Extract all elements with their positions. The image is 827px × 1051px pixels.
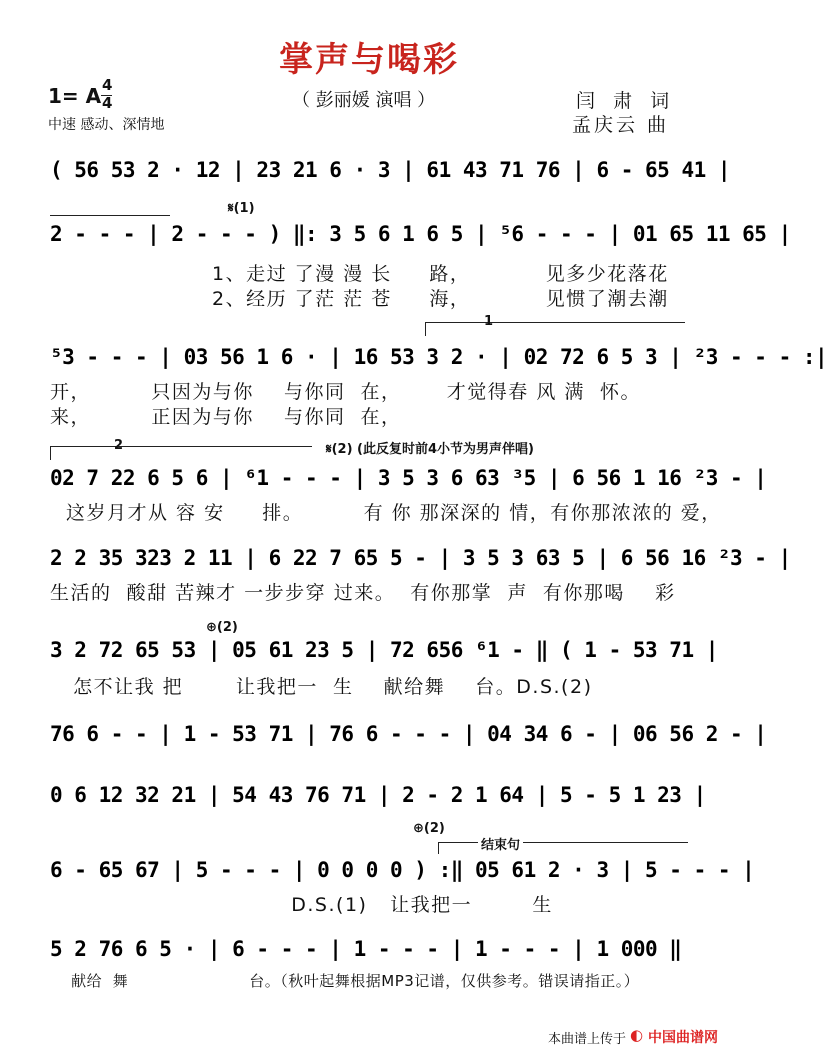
key-signature: 1= A (48, 84, 102, 108)
composer-credit: 孟庆云 曲 (572, 114, 670, 136)
score-row: 2 2 35 323 2 11 | 6 22 7 65 5 - | 3 5 3 63 5 | 6 56 16 ²3 - | (50, 546, 791, 570)
score-row: ( 56 53 2 · 12 | 23 21 6 · 3 | 61 43 71 76 | 6 - 65 41 | (50, 158, 731, 182)
volta-label: 2 (114, 438, 124, 453)
lyric-line: 1、走过 了漫 漫 长 路， 见多少花落花 (212, 263, 669, 285)
score-row: 2 - - - | 2 - - - ) ‖: 3 5 6 1 6 5 | ⁵6 - - - | 01 65 11 65 | (50, 222, 791, 246)
segno-marker: 𝄋(1) (228, 201, 255, 216)
time-signature-bottom: 4 (102, 94, 113, 112)
singer-credit: （ 彭丽媛 演唱 ） (292, 90, 436, 111)
coda-marker: ⊕(2) (206, 620, 238, 635)
lyric-line: D.S.(1) 让我把一 生 (50, 894, 553, 916)
score-row: 6 - 65 67 | 5 - - - | 0 0 0 0 ) :‖ 05 61 2 · 3 | 5 - - - | (50, 858, 755, 882)
score-row: 3 2 72 65 53 | 05 61 23 5 | 72 656 ⁶1 - ‖ ( 1 - 53 71 | (50, 638, 718, 662)
score-row: 0 6 12 32 21 | 54 43 76 71 | 2 - 2 1 64 | 5 - 5 1 23 | (50, 783, 706, 807)
lyric-line: 怎不让我 把 让我把一 生 献给舞 台。D.S.(2) (58, 676, 593, 698)
tempo-marking: 中速 感动、深情地 (48, 117, 165, 133)
segno-marker: 𝄋(2) (此反复时前4小节为男声伴唱) (326, 442, 534, 457)
score-row: 76 6 - - | 1 - 53 71 | 76 6 - - - | 04 34 6 - | 06 56 2 - | (50, 722, 767, 746)
lyric-line: 来， 正因为与你 与你同 在， (50, 406, 402, 428)
lyric-line: 献给 舞 台。（秋叶起舞根据MP3记谱，仅供参考。错误请指正。） (50, 972, 640, 990)
logo-icon: ◐ (630, 1026, 644, 1044)
ending-label: 结束句 (478, 834, 523, 853)
lyric-line: 这岁月才从 容 安 排。 有 你 那深深的 情，有你那浓浓的 爱， (66, 502, 722, 524)
score-row: 02 7 22 6 5 6 | ⁶1 - - - | 3 5 3 6 63 ³5 | 6 56 1 16 ²3 - | (50, 466, 767, 490)
lyric-line: 开， 只因为与你 与你同 在， 才觉得春 风 满 怀。 (50, 381, 641, 403)
site-brand[interactable]: 中国曲谱网 (648, 1030, 718, 1046)
coda-marker: ⊕(2) (413, 821, 445, 836)
time-signature-top: 4 (102, 76, 113, 94)
volta-label: 1 (484, 314, 494, 329)
lyric-line: 生活的 酸甜 苦辣才 一步步穿 过来。 有你那掌 声 有你那喝 彩 (50, 582, 676, 604)
score-row: 5 2 76 6 5 · | 6 - - - | 1 - - - | 1 - - - | 1 000 ‖ (50, 937, 682, 961)
upload-note: 本曲谱上传于 (548, 1032, 627, 1047)
page-title: 掌声与喝彩 (279, 40, 459, 80)
lyricist-credit: 闫 肃 词 (576, 90, 676, 112)
score-row: ⁵3 - - - | 03 56 1 6 · | 16 53 3 2 · | 02 72 6 5 3 | ²3 - - - :| (50, 345, 827, 369)
lyric-line: 2、经历 了茫 茫 苍 海， 见惯了潮去潮 (212, 288, 669, 310)
